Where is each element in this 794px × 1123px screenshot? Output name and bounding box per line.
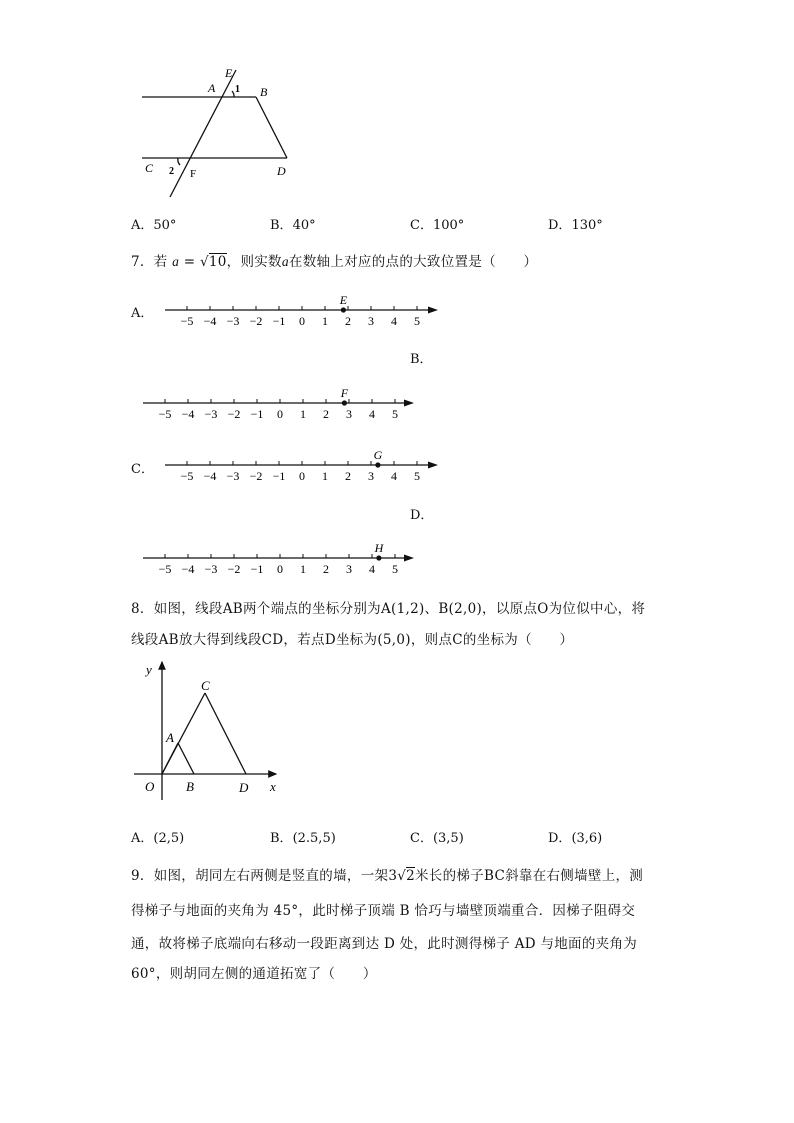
q8-option-b-value: (2.5,5) (292, 831, 336, 846)
tick-label: −2 (249, 314, 263, 328)
tick-label: 5 (414, 469, 420, 483)
label-2: 2 (169, 166, 174, 177)
tick-label: 0 (277, 562, 283, 576)
q7-text-mid: ，则实数 (226, 254, 282, 270)
q7-option-d-letter[interactable]: D． (410, 508, 434, 523)
tick-label: 3 (346, 562, 352, 576)
tick-label: −1 (272, 469, 286, 483)
q8-option-d-letter: D． (548, 831, 572, 846)
tick-label: −5 (180, 314, 194, 328)
label-b: B (260, 85, 268, 99)
q8-option-c-letter: C． (410, 831, 433, 846)
tick-label: 4 (391, 469, 397, 483)
q9-stem-line1 (131, 864, 643, 884)
q7-var-a2: a (281, 254, 289, 269)
q9-number: 9． (131, 868, 154, 884)
tick-label: 4 (369, 562, 375, 576)
segment-cd (205, 693, 246, 774)
q6-option-b-letter: B． (270, 218, 293, 233)
label-d: D (277, 164, 286, 178)
tick-label: 4 (391, 314, 397, 328)
q8-stem-line2: 线段AB放大得到线段CD，若点D坐标为(5,0)，则点C的坐标为（ ） (131, 632, 574, 648)
label-b: B (186, 779, 194, 794)
point-label-f: F (340, 386, 349, 400)
q7-option-a-letter[interactable]: A． (131, 306, 154, 321)
q6-option-a-letter: A． (131, 218, 154, 233)
tick-label: 3 (368, 469, 374, 483)
q7-text-after: 在数轴上对应的点的大致位置是（ ） (288, 254, 538, 270)
q7-option-c-letter[interactable]: C． (131, 462, 154, 477)
tick-label: −3 (204, 562, 218, 576)
tick-label: −5 (158, 407, 172, 421)
point-label-e: E (339, 293, 348, 307)
tick-label: −4 (181, 562, 195, 576)
q8-option-a-letter: A． (131, 831, 154, 846)
label-e: E (225, 66, 233, 80)
q8-option-b-letter: B． (270, 831, 293, 846)
tick-label: −3 (204, 407, 218, 421)
q6-option-c-value: 100° (432, 218, 465, 233)
tick-label: −1 (272, 314, 286, 328)
q9-stem-line4: 60°，则胡同左侧的通道拓宽了（ ） (131, 966, 377, 982)
point-label-h: H (374, 541, 384, 555)
tick-label: 1 (322, 469, 328, 483)
tick-label: 4 (369, 407, 375, 421)
q9-sqrt-symbol: √ (397, 868, 407, 884)
tick-label: 2 (323, 562, 329, 576)
q9-line1b: 米长的梯子BC斜靠在右侧墙壁上，测 (415, 868, 644, 884)
q9-sqrt-arg: 2 (406, 868, 415, 884)
tick-label: 2 (345, 314, 351, 328)
q7-equals: = (179, 254, 200, 270)
tick-label: −1 (250, 562, 264, 576)
label-1: 1 (235, 84, 240, 95)
q7-sqrt-arg: 10 (208, 254, 227, 270)
tick-label: 2 (345, 469, 351, 483)
label-a: A (208, 81, 216, 95)
q9-stem-line2: 得梯子与地面的夹角为 45°，此时梯子顶端 B 恰巧与墙壁顶端重合．因梯子阻碍交 (131, 903, 636, 919)
q8-option-b[interactable] (270, 827, 336, 846)
label-o: O (145, 779, 155, 794)
tick-label: 5 (392, 407, 398, 421)
tick-label: 1 (322, 314, 328, 328)
q7-number: 7． (131, 254, 154, 270)
q8-option-a-value: (2,5) (153, 831, 185, 846)
label-c: C (145, 161, 154, 175)
tick-label: 3 (346, 407, 352, 421)
q8-option-c-value: (3,5) (432, 831, 464, 846)
tick-label: 2 (323, 407, 329, 421)
label-c: C (201, 678, 210, 693)
tick-label: −3 (226, 314, 240, 328)
tick-label: 3 (368, 314, 374, 328)
tick-label: −2 (249, 469, 263, 483)
label-y: y (146, 662, 152, 677)
tick-label: −4 (203, 469, 217, 483)
tick-label: −2 (227, 562, 241, 576)
tick-label: −5 (158, 562, 172, 576)
q8-option-d-value: (3,6) (571, 831, 603, 846)
q9-stem-line3: 通，故将梯子底端向右移动一段距离到达 D 处，此时测得梯子 AD 与地面的夹角为 (131, 936, 638, 952)
q7-text-before: 若 (153, 254, 173, 270)
tick-label: −4 (203, 314, 217, 328)
q7-var-a: a (172, 254, 180, 269)
q9-coef: 3 (388, 868, 398, 884)
point-label-g: G (373, 448, 383, 462)
q7-sqrt-symbol: √ (199, 254, 209, 270)
q8-number: 8． (131, 601, 154, 617)
q9-line1a: 如图，胡同左右两侧是竖直的墙，一架 (153, 868, 389, 884)
tick-label: 5 (392, 562, 398, 576)
tick-label: −1 (250, 407, 264, 421)
tick-label: 1 (300, 407, 306, 421)
tick-label: 0 (299, 314, 305, 328)
q8-line1: 如图，线段AB两个端点的坐标分别为A(1,2)、B(2,0)，以原点O为位似中心，将 (153, 601, 646, 617)
q6-option-d-letter: D． (548, 218, 572, 233)
tick-label: −2 (227, 407, 241, 421)
label-a: A (166, 730, 174, 745)
tick-label: 0 (277, 407, 283, 421)
segment-ab (178, 743, 194, 774)
tick-label: −3 (226, 469, 240, 483)
label-x: x (270, 779, 276, 794)
tick-label: 0 (299, 469, 305, 483)
q8-option-d[interactable] (548, 827, 602, 846)
q6-option-a-value: 50° (153, 218, 177, 233)
q8-option-c[interactable] (410, 827, 464, 846)
label-d: D (239, 780, 249, 795)
tick-label: 1 (300, 562, 306, 576)
q7-option-b-letter[interactable]: B． (410, 352, 433, 367)
q6-option-c-letter: C． (410, 218, 433, 233)
label-f: F (190, 168, 197, 180)
tick-label: −4 (181, 407, 195, 421)
tick-label: −5 (180, 469, 194, 483)
q8-option-a[interactable] (131, 827, 184, 846)
tick-label: 5 (414, 314, 420, 328)
q6-option-b-value: 40° (292, 218, 316, 233)
q6-option-d-value: 130° (571, 218, 603, 233)
